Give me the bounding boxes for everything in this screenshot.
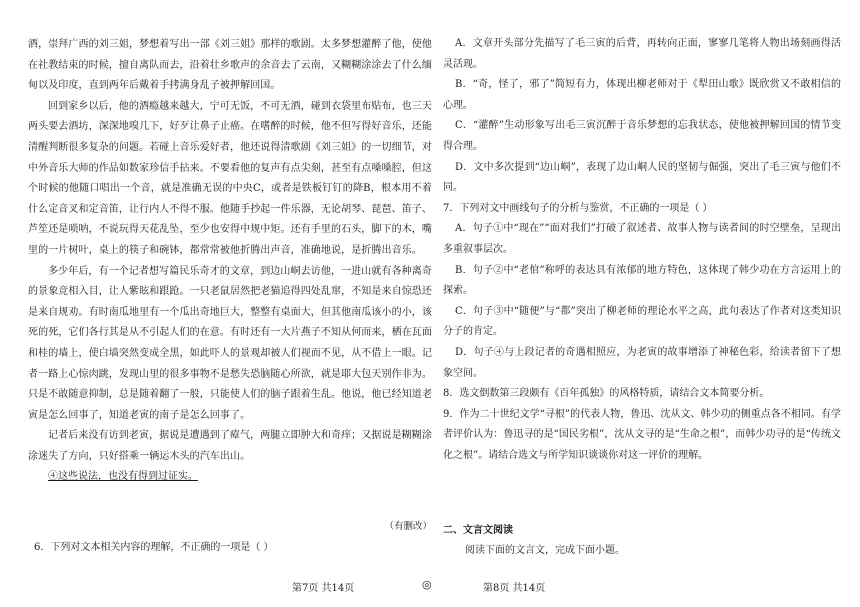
q7-option-c: C．句子③中“随便”与“都”突出了柳老师的理论水平之高，此句表达了作者对这类知识分子的肯定。: [443, 305, 841, 338]
story-paragraph-1: 酒，崇拜广西的刘三姐，梦想着写出一部《刘三姐》那样的歌剧。太多梦想灌醉了他，使他在社教结束的时候，擅自离队而去，沿着壮乡歌声的余音去了云南，又糊糊涂涂去了什么缅甸以及印度，直到两年后戴着手拷满身乱子被押解回国。: [28, 39, 432, 92]
question-9: 9．作为二十世纪文学“寻根”的代表人物，鲁迅、沈从文、韩少功的侧重点各不相同。有学者评价认为：鲁迅寻的是“国民劣根”，沈从文寻的是“生命之根”，而韩少功寻的是“传统文化之根”。请结合选文与所学知识谈谈你对这一评价的理解。: [443, 408, 841, 461]
section-title: 二、文言文阅读: [443, 525, 513, 536]
section-intro: 阅读下面的文言文，完成下面小题。: [465, 545, 625, 556]
q6-option-b: B．“奇，怪了，邪了”简短有力，体现出柳老师对于《犁田山歌》既欣赏又不敢相信的心理。: [443, 79, 841, 111]
story-text: [28, 35, 432, 488]
page-number-8: 第8页 共14页: [483, 583, 546, 594]
source-note: （有删改）: [384, 521, 432, 532]
question-8: 8．选文倒数第三段颇有《百年孤独》的风格特质，请结合文本简要分析。: [443, 388, 770, 400]
q7-option-b: B．句子②中“老倌”称呼的表达具有浓郁的地方特色，这体现了韩少功在方言运用上的探索。: [443, 264, 841, 297]
q6-option-c: C．“灌醉”生动形象写出毛三寅沉醉于音乐梦想的忘我状态，使他被押解回国的情节变得合理。: [443, 120, 841, 152]
question-7: 7．下列对文中画线句子的分析与鉴赏，不正确的一项是（ ）: [443, 202, 713, 214]
q7-option-a: A．句子①中“现在”“面对我们”打破了叙述者、故事人物与读者间的时空壁垒，呈现出多重叙事层次。: [443, 223, 841, 255]
story-paragraph-2: 回到家乡以后，他的酒瘾越来越大，宁可无饭，不可无酒，碰到衣袋里布贴布，也三天两头要去酒坊，深深地嗅几下，好歹让鼻子止癌。在嗜醉的时候，他不但写得好音乐，还能清醒判断很多复杂的问题。若碰上音乐爱好者，他还说得清歌剧《刘三姐》的一切细节，对中外音乐大师的作品如数家珍信手拈来。不要看他的复声有点尖刻，甚至有点嗓嗓腔，但这个时候的他随口唱出一个音，就是准确无误的中央C，或者是铁板钉钉的降B，根本用不着什么定音叉和定音笛，让行内人不得不服。他随手抄起一件乐器，无论胡琴、琵琶、笛子、芦笙还是唢呐，不说玩得天花乱坠，至少也安得中规中矩。还有手里的石头，脚下的木，嘴里的一片树叶，桌上的筷子和碗钵，都常常被他折腾出声音，准确地说，是折腾出音乐。: [28, 100, 432, 256]
underlined-sentence-4: ④这些说法，也没有得到过证实。: [48, 471, 198, 483]
questions: [443, 34, 841, 466]
q6-option-d: D．文中多次提到“边山峒”，表现了边山峒人民的坚韧与倔强，突出了毛三寅与他们不同。: [443, 161, 841, 194]
question-6: 6．下列对文本相关内容的理解，不正确的一项是（ ）: [34, 542, 274, 553]
q6-option-a: A．文章开头部分先描写了毛三寅的后背，再转向正面，寥寥几笔将人物出场刻画得活灵活现。: [443, 38, 841, 70]
page-number-7: 第7页 共14页: [292, 583, 355, 594]
story-paragraph-3: 多少年后，有一个记者想写篇民乐奇才的文章，到边山峒去访他，一进山就有各种离奇的景象竞相入目，让人紫眩和跟跄。一只老鼠居然把老猫追得四处乱窜，不知是来自惊恐还是来自规劝。有时南瓜地里有一个瓜出奇地巨大，整整有桌面大，但其他南瓜该小的小，该死的死，它们各行其是从不引起人们的在意。有时还有一大片燕子不知从何而来，栖在瓦面和桂的墙上，使白墙突然变成全黑，如此吓人的景观却被人们视而不见，从不借上一眼。记者一路上心惊肉跳，发现山里的很多事物不是愁失恐脑随心所欲，就是耶大包天别作非为。只是不敢随意抑制，总是随着翻了一般，只能使人们的脑子跟着生乱。他说，他已经知道老寅是怎么回事了，知道老寅的南子是怎么回事了。: [28, 265, 432, 421]
q7-option-d: D．句子④与上段记者的奇遇相照应，为老寅的故事增添了神秘色彩，给读者留下了想象空间。: [443, 346, 841, 379]
center-mark-icon: ◎: [422, 578, 432, 591]
story-paragraph-4: 记者后来没有访到老寅，据说是遭遇到了瘴气，两腿立即肿大和奇痒；又据说是糊糊涂涂迷失了方向，只好搭乘一辆运木头的汽车出山。: [28, 430, 432, 462]
